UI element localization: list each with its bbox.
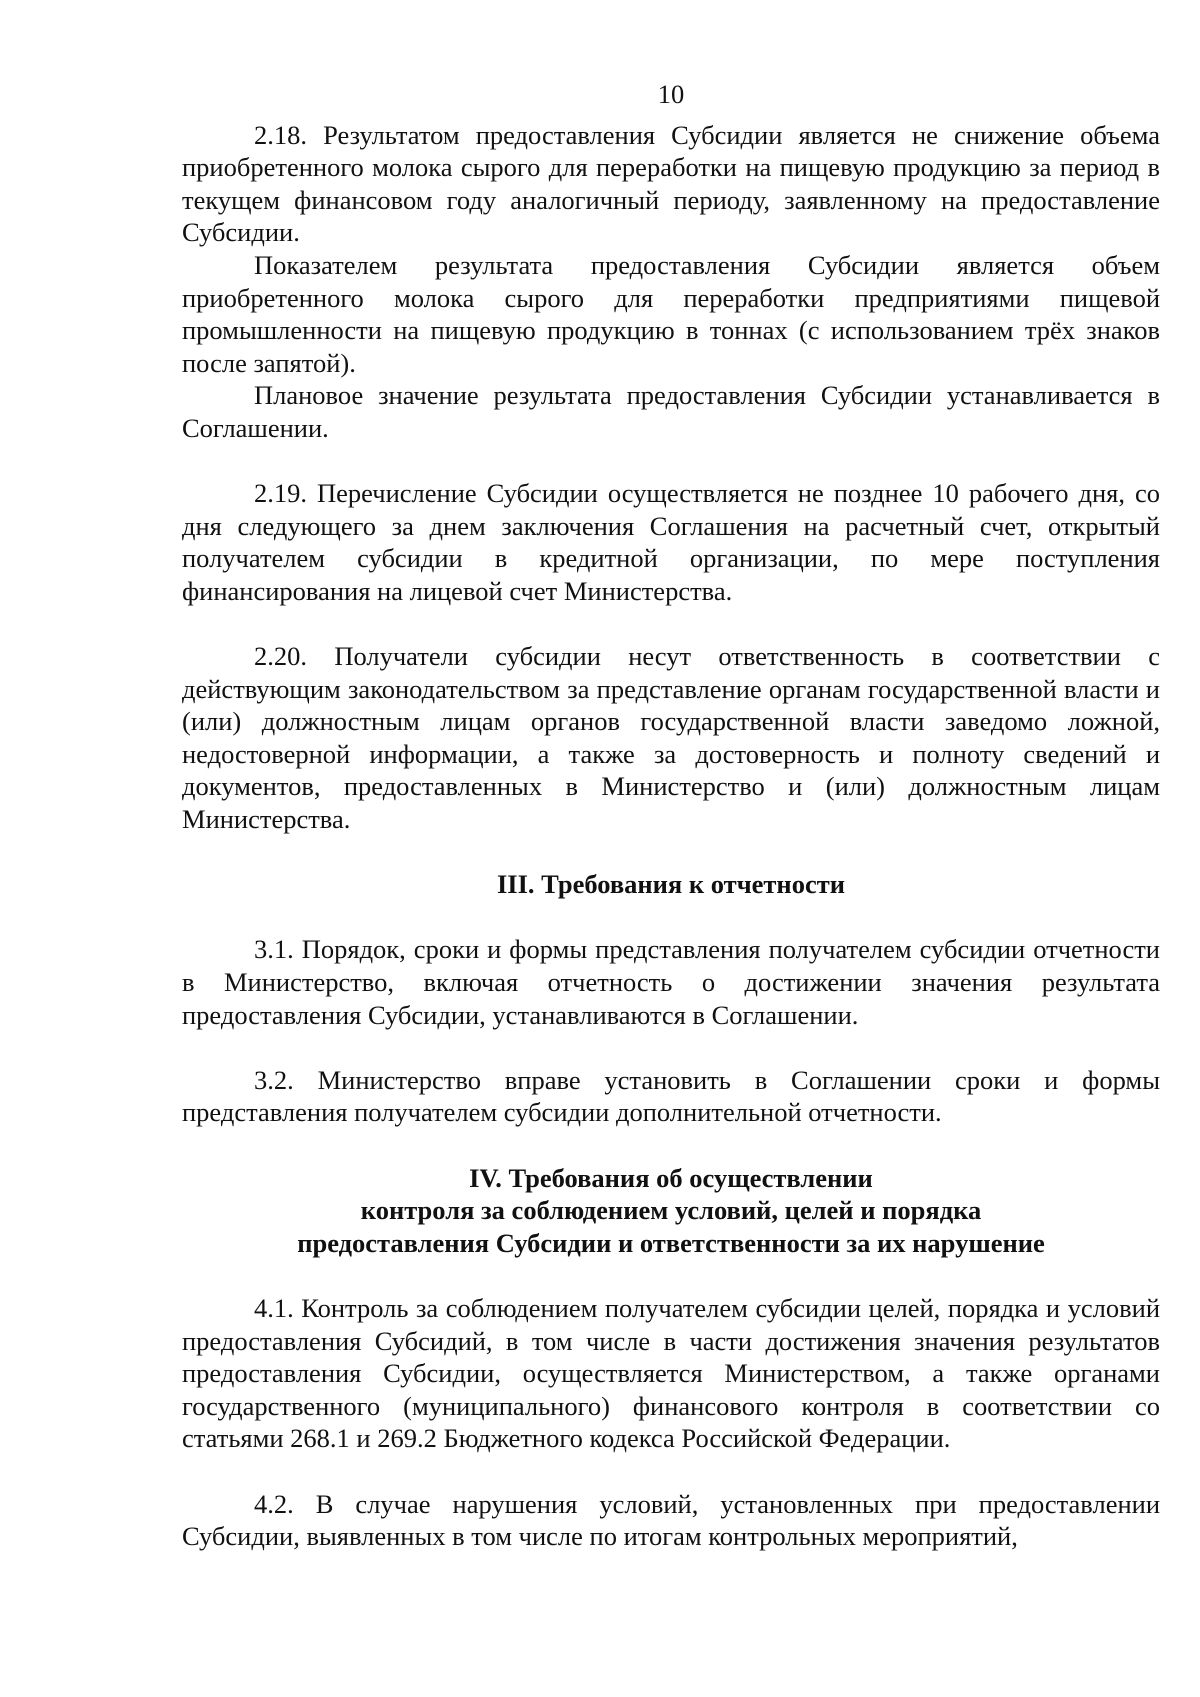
- paragraph-3-1: 3.1. Порядок, сроки и формы представления получателем субсидии отчетности в Министерство, включая отчетность о достижении значения результата предоставления Субсидии, устанавливаются в Соглашении.: [182, 934, 1160, 1030]
- page-number: 10: [657, 79, 685, 109]
- section-4-title-line-2: контроля за соблюдением условий, целей и порядка: [360, 1195, 982, 1226]
- paragraph-3-2: 3.2. Министерство вправе установить в Соглашении сроки и формы представления получателем субсидии дополнительной отчетности.: [182, 1064, 1160, 1128]
- spacer: [182, 836, 1160, 869]
- section-3-title: III. Требования к отчетности: [496, 869, 845, 900]
- paragraph-2-20: 2.20. Получатели субсидии несут ответственность в соответствии с действующим законодательством за представление органам государственной власти и (или) должностным лицам органов государственной власти заведомо ложной, недостоверной информации, а также за достоверность и полноту сведений и документов, предоставленных в Министерство и (или) должностным лицам Министерства.: [182, 641, 1160, 835]
- paragraph-2-19: 2.19. Перечисление Субсидии осуществляется не позднее 10 рабочего дня, со дня следующего за днем заключения Соглашения на расчетный счет, открытый получателем субсидии в кредитной организации, по мере поступления финансирования на лицевой счет Министерства.: [182, 478, 1160, 606]
- section-4-title-line-1: IV. Требования об осуществлении: [469, 1162, 873, 1193]
- spacer: [182, 1455, 1160, 1488]
- section-3-heading: [182, 868, 1160, 901]
- spacer: [182, 608, 1160, 641]
- document-page: [182, 78, 1160, 1553]
- paragraph-2-18-indicator: Показателем результата предоставления Субсидии является объем приобретенного молока сырого для переработки предприятиями пищевой промышленности на пищевую продукцию в тоннах (с использованием трёх знаков после запятой).: [182, 249, 1160, 378]
- paragraph-2-18: 2.18. Результатом предоставления Субсидии является не снижение объема приобретенного молока сырого для переработки на пищевую продукцию за период в текущем финансовом году аналогичный периоду, заявленному на предоставление Субсидии.: [182, 119, 1160, 248]
- spacer: [182, 445, 1160, 478]
- paragraph-4-1: 4.1. Контроль за соблюдением получателем субсидии целей, порядка и условий предоставления Субсидий, в том числе в части достижения значения результатов предоставления Субсидии, осуществляется Министерством, а также органами государственного (муниципального) финансового контроля в соответствии со статьями 268.1 и 269.2 Бюджетного кодекса Российской Федерации.: [182, 1292, 1160, 1454]
- spacer: [182, 1129, 1160, 1162]
- paragraph-2-18-plan: Плановое значение результата предоставления Субсидии устанавливается в Соглашении.: [182, 380, 1160, 443]
- spacer: [182, 901, 1160, 934]
- spacer: [182, 1259, 1160, 1292]
- section-4-heading: [182, 1162, 1160, 1260]
- section-4-title-line-3: предоставления Субсидии и ответственности за их нарушение: [297, 1227, 1045, 1258]
- paragraph-4-2: 4.2. В случае нарушения условий, установленных при предоставлении Субсидии, выявленных в том числе по итогам контрольных мероприятий,: [182, 1488, 1160, 1552]
- spacer: [182, 1031, 1160, 1064]
